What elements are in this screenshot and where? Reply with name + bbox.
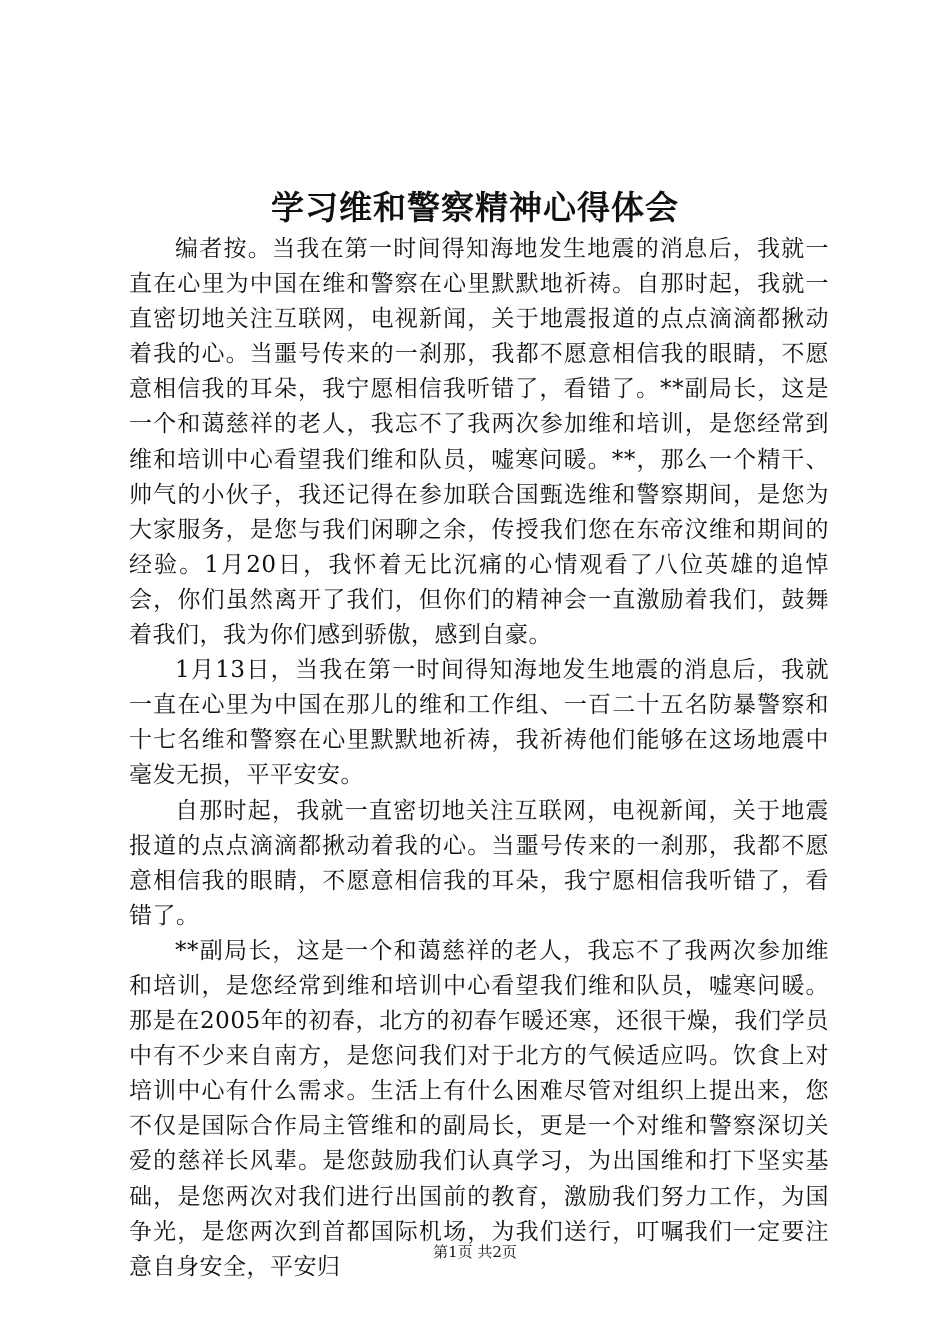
paragraph-4: **副局长，这是一个和蔼慈祥的老人，我忘不了我两次参加维和培训，是您经常到维和培训中心看望我们维和队员，嘘寒问暖。那是在2005年的初春，北方的初春乍暖还寒，还很干燥，我们学员中有不少来自南方，是您问我们对于北方的气候适应吗。饮食上对培训中心有什么需求。生活上有什么困难尽管对组织上提出来，您不仅是国际合作局主管维和的副局长，更是一个对维和警察深切关爱的慈祥长风辈。是您鼓励我们认真学习，为出国维和打下坚实基础，是您两次对我们进行出国前的教育，激励我们努力工作，为国争光，是您两次到首都国际机场，为我们送行，叮嘱我们一定要注意自身安全，平安归 <box>129 937 829 1280</box>
page-footer: 第1页 共2页 <box>433 1243 517 1261</box>
paragraph-1: 编者按。当我在第一时间得知海地发生地震的消息后，我就一直在心里为中国在维和警察在心里默默地祈祷。自那时起，我就一直密切地关注互联网，电视新闻，关于地震报道的点点滴滴都揪动着我的心。当噩号传来的一刹那，我都不愿意相信我的眼睛，不愿意相信我的耳朵，我宁愿相信我听错了，看错了。**副局长，这是一个和蔼慈祥的老人，我忘不了我两次参加维和培训，是您经常到维和培训中心看望我们维和队员，嘘寒问暖。**，那么一个精干、帅气的小伙子，我还记得在参加联合国甄选维和警察期间，是您为大家服务，是您与我们闲聊之余，传授我们您在东帝汶维和期间的经验。1月20日，我怀着无比沉痛的心情观看了八位英雄的追悼会，你们虽然离开了我们，但你们的精神会一直激励着我们，鼓舞着我们，我为你们感到骄傲，感到自豪。 <box>129 236 829 649</box>
document-body <box>129 232 829 1285</box>
document-title: 学习维和警察精神心得体会 <box>271 188 679 227</box>
paragraph-2: 1月13日，当我在第一时间得知海地发生地震的消息后，我就一直在心里为中国在那儿的维和工作组、一百二十五名防暴警察和十七名维和警察在心里默默地祈祷，我祈祷他们能够在这场地震中毫发无损，平平安安。 <box>129 657 829 789</box>
paragraph-3: 自那时起，我就一直密切地关注互联网，电视新闻，关于地震报道的点点滴滴都揪动着我的心。当噩号传来的一刹那，我都不愿意相信我的眼睛，不愿意相信我的耳朵，我宁愿相信我听错了，看错了。 <box>129 797 829 929</box>
